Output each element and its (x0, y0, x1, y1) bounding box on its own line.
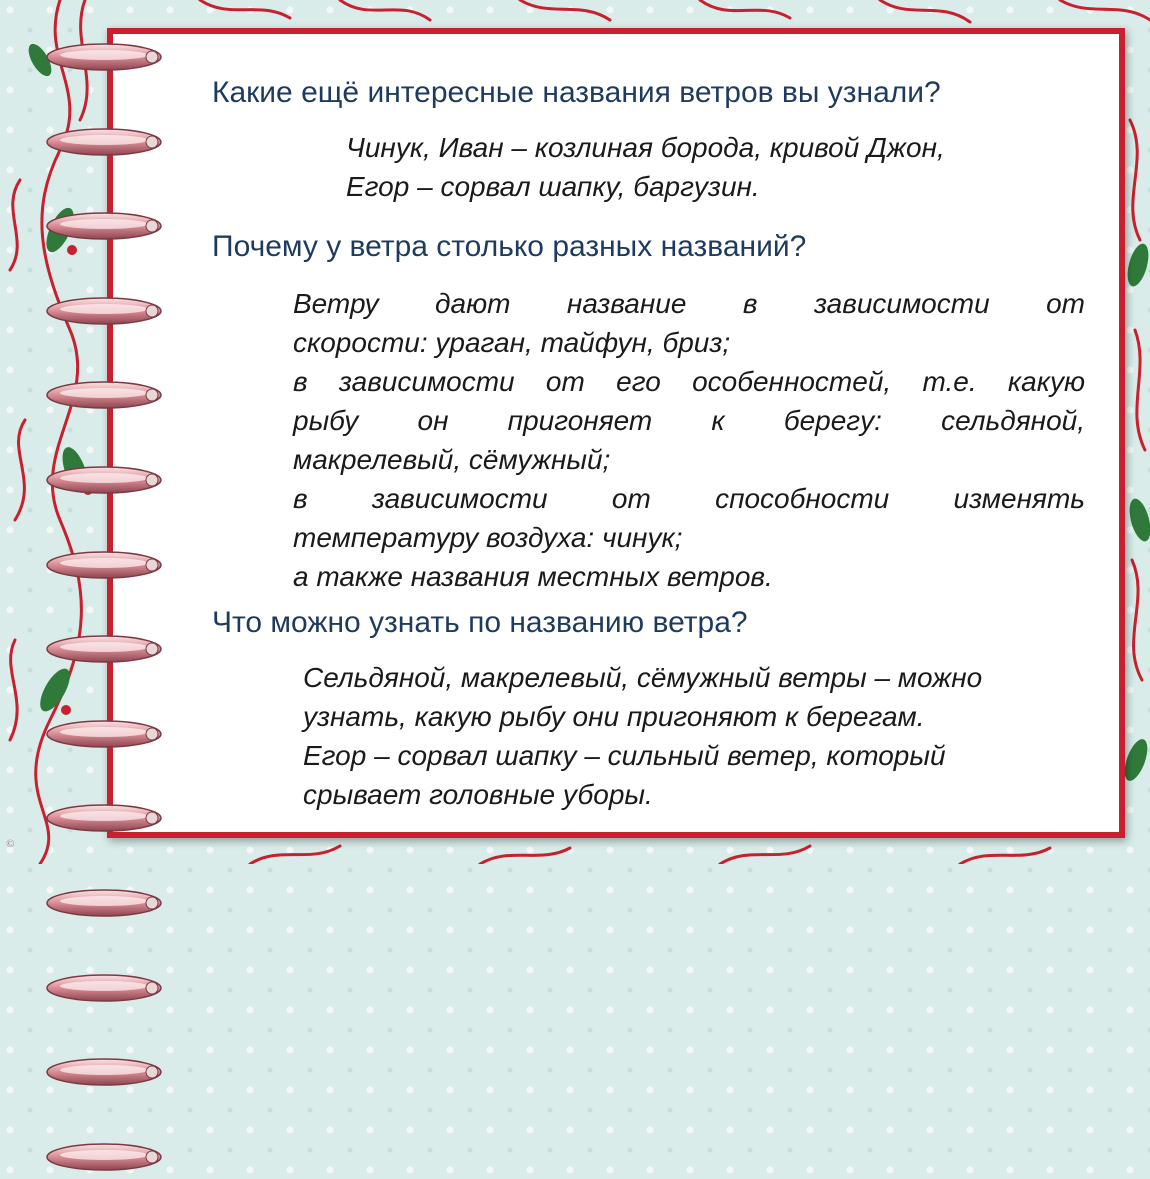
answer-line: в зависимости от его особенностей, т.е. какую (293, 366, 1085, 397)
answer-line: Ветру дают название в зависимости от (293, 288, 1085, 319)
answer-line: рыбу он пригоняет к берегу: сельдяной, (293, 405, 1085, 436)
notebook-ring-icon (44, 1140, 164, 1174)
content-card (107, 28, 1125, 838)
answer-line: Егор – сорвал шапку – сильный ветер, который (303, 740, 946, 771)
notebook-ring-icon (44, 209, 164, 243)
notebook-ring-icon (44, 463, 164, 497)
question-heading-1: Какие ещё интересные названия ветров вы узнали? (212, 76, 941, 109)
notebook-ring-icon (44, 717, 164, 751)
answer-line: температуру воздуха: чинук; (293, 522, 683, 553)
notebook-ring-icon (44, 886, 164, 920)
notebook-ring-icon (44, 1055, 164, 1089)
notebook-ring-icon (44, 294, 164, 328)
notebook-ring-icon (44, 378, 164, 412)
notebook-ring-icon (44, 548, 164, 582)
notebook-ring-icon (44, 801, 164, 835)
answer-line: срывает головные уборы. (303, 779, 653, 810)
notebook-ring-icon (44, 125, 164, 159)
answer-line: Егор – сорвал шапку, баргузин. (346, 171, 760, 202)
notebook-ring-icon (44, 971, 164, 1005)
answer-line: Чинук, Иван – козлиная борода, кривой Джон, (346, 132, 945, 163)
notebook-ring-icon (44, 40, 164, 74)
answer-line: узнать, какую рыбу они пригоняют к берегам. (303, 701, 925, 732)
answer-line: а также названия местных ветров. (293, 561, 773, 592)
watermark: © (6, 838, 15, 850)
question-heading-3: Что можно узнать по названию ветра? (212, 606, 748, 639)
question-heading-2: Почему у ветра столько разных названий? (212, 230, 807, 263)
answer-block-1 (346, 128, 1086, 206)
notebook-ring-icon (44, 632, 164, 666)
answer-block-2 (293, 284, 1085, 596)
answer-line: скорости: ураган, тайфун, бриз; (293, 327, 731, 358)
answer-block-3 (303, 658, 1093, 814)
answer-line: Сельдяной, макрелевый, сёмужный ветры – можно (303, 662, 983, 693)
answer-line: макрелевый, сёмужный; (293, 444, 611, 475)
answer-line: в зависимости от способности изменять (293, 483, 1085, 514)
